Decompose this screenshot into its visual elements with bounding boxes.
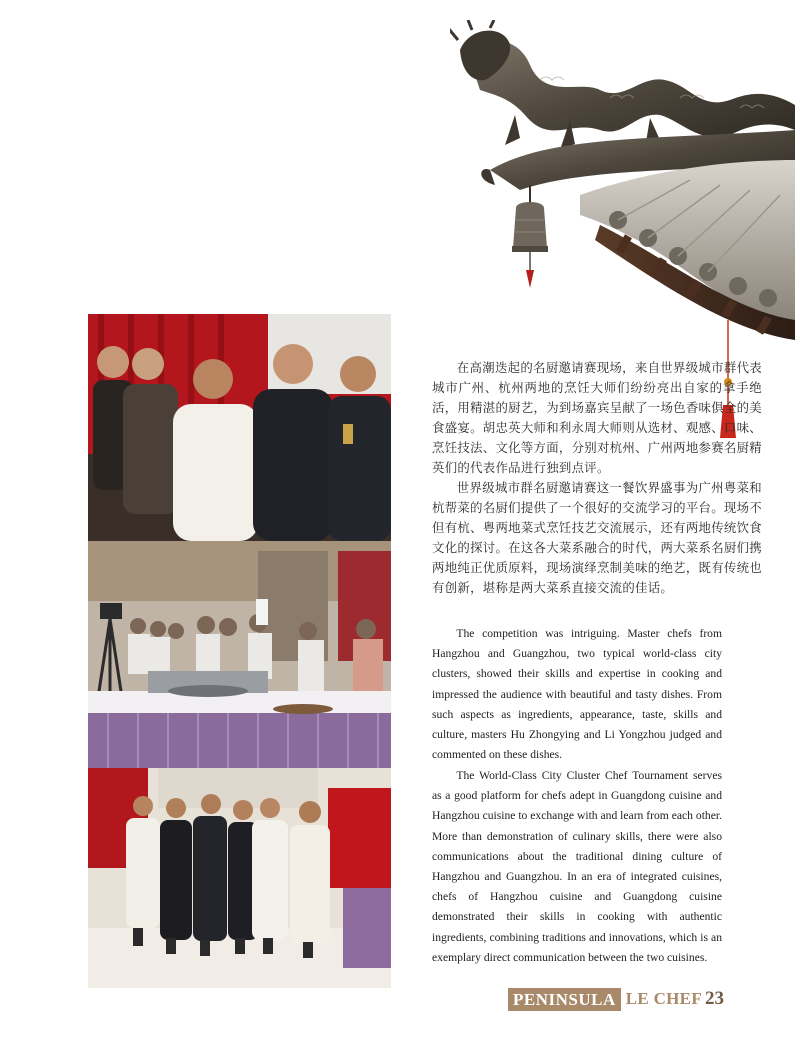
english-paragraph-1: The competition was intriguing. Master chefs from Hangzhou and Guangzhou, two typical world-class city clusters, showed their skills and expertise in cooking and impressed the audience with beautiful and tasty dishes. From such aspects as ingredients, appearance, taste, skills and culture, masters Hu Zhongying and Li Yongzhou judged and commented on these dishes. xyxy=(432,627,722,762)
brand-peninsula: PENINSULA xyxy=(508,988,621,1011)
page-number: 23 xyxy=(705,988,725,1009)
brand-le-chef: LE CHEF xyxy=(625,989,703,1008)
chefs-stage-photo xyxy=(88,768,391,988)
english-paragraph-2: The World-Class City Cluster Chef Tournament serves as a good platform for chefs adept in Guangdong cuisine and Hangzhou cuisine to exchange with and learn from each other. More than demonstration of culinary skills, there were also communications about the traditional dining culture of Hangzhou and Guangzhou. In an era of integrated cuisines, chefs of Hangzhou cuisine and Guangdong cuisine demonstrated their skills in cooking with authentic ingredients, combining traditions and innovations, which is an exemplary direct communication between the two cuisines. xyxy=(432,769,722,964)
cooking-demo-photo xyxy=(88,541,391,768)
chefs-group-photo xyxy=(88,314,391,541)
page-footer xyxy=(508,986,724,1012)
chinese-paragraph-2: 世界级城市群名厨邀请赛这一餐饮界盛事为广州粤菜和杭帮菜的名厨们提供了一个很好的交流学习的平台。现场不但有杭、粤两地菜式烹饪技艺交流展示，还有两地传统饮食文化的探讨。在这各大菜系融合的时代，两大菜系名厨们携两地纯正优质原料，现场演绎烹制美味的绝艺，既有传统也有创新，堪称是两大菜系直接交流的佳话。 xyxy=(432,480,762,595)
chinese-paragraph-1: 在高潮迭起的名厨邀请赛现场，来自世界级城市群代表城市广州、杭州两地的烹饪大师们纷纷亮出自家的拿手绝活，用精湛的厨艺，为到场嘉宾呈献了一场色香味俱全的美食盛宴。胡忠英大师和利永周大师则从选材、观感、口味、烹饪技法、文化等方面，分别对杭州、广州两地参赛名厨精英们的代表作品进行独到点评。 xyxy=(432,360,762,475)
